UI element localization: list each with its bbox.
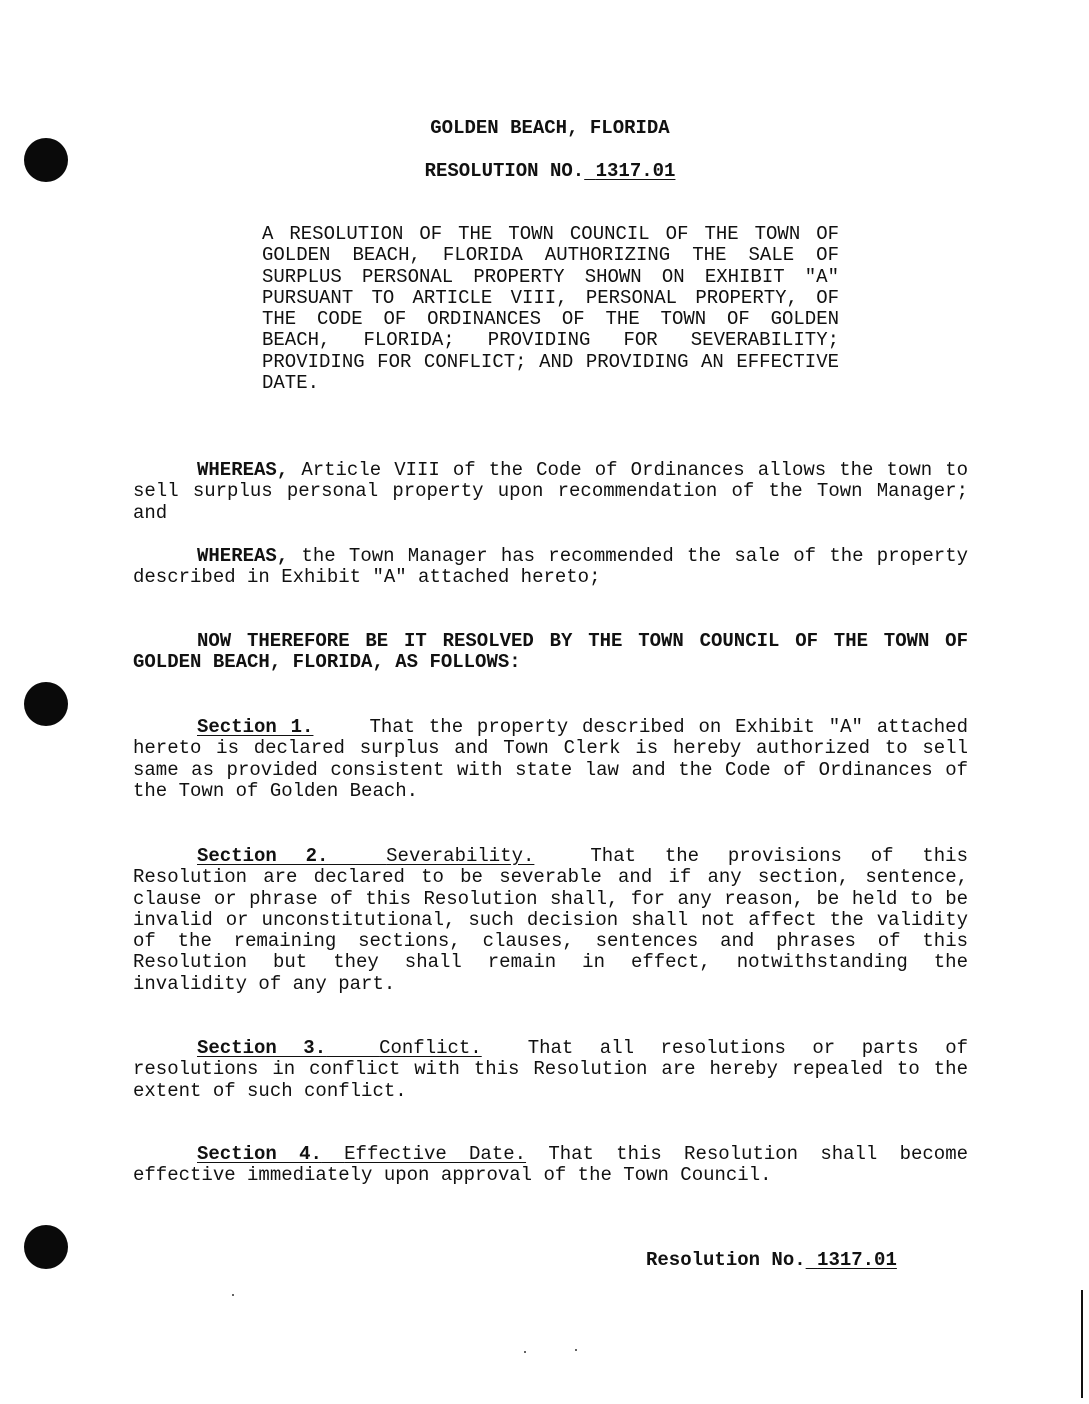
section-label: Section 3. — [197, 1037, 327, 1059]
section-title: Effective Date. — [344, 1143, 527, 1165]
section-label: Section 2. — [197, 845, 329, 867]
footer-number: 1317.01 — [817, 1249, 897, 1271]
footer-resolution — [646, 1250, 976, 1271]
section-label: Section 1. — [197, 716, 314, 738]
scan-speck — [232, 1294, 234, 1296]
scan-speck — [524, 1351, 526, 1353]
resolved-text: NOW THEREFORE BE IT RESOLVED BY THE TOWN COUNCIL OF THE TOWN OF GOLDEN BEACH, FLORIDA, AS FOLLOWS: — [133, 630, 968, 674]
whereas-keyword: WHEREAS, — [197, 545, 289, 567]
section-1 — [133, 717, 968, 802]
section-heading — [197, 1143, 526, 1165]
punch-hole-bottom — [24, 1225, 68, 1269]
resolution-label: RESOLUTION NO. — [424, 160, 585, 182]
section-text: That this Resolution shall become effective immediately upon approval of the Town Council. — [133, 1143, 969, 1187]
whereas-text: the Town Manager has recommended the sale of the property described in Exhibit "A" attached hereto; — [133, 545, 968, 589]
whereas-paragraph-1 — [133, 460, 968, 524]
section-4 — [133, 1144, 968, 1187]
header-place — [0, 118, 1089, 139]
section-2 — [133, 846, 968, 995]
whereas-text: Article VIII of the Code of Ordinances allows the town to sell surplus personal property upon recommendation of the Town Manager; and — [133, 459, 969, 524]
punch-hole-middle — [24, 682, 68, 726]
scan-edge-line — [1081, 1290, 1083, 1398]
section-title: Conflict. — [379, 1037, 482, 1059]
whereas-keyword: WHEREAS, — [197, 459, 289, 481]
resolution-number: 1317.01 — [595, 160, 676, 182]
scan-speck — [575, 1349, 577, 1351]
section-heading — [197, 1037, 482, 1059]
footer-label: Resolution No. — [646, 1249, 806, 1271]
header-place-text: GOLDEN BEACH, FLORIDA — [430, 117, 670, 139]
section-label: Section 4. — [197, 1143, 322, 1165]
title-block: A RESOLUTION OF THE TOWN COUNCIL OF THE TOWN OF GOLDEN BEACH, FLORIDA AUTHORIZING THE SALE OF SURPLUS PERSONAL PROPERTY SHOWN ON EXHIBIT "A" PURSUANT TO ARTICLE VIII, PERSONAL PROPERTY, OF THE CODE OF ORDINANCES OF THE TOWN OF GOLDEN BEACH, FLORIDA; PROVIDING FOR SEVERABILITY; PROVIDING FOR CONFLICT; AND PROVIDING AN EFFECTIVE DATE. — [262, 223, 839, 395]
section-text: That the property described on Exhibit "A" attached hereto is declared surplus and Town Clerk is hereby authorized to sell same as provided consistent with state law and the Code of Ordinances of the Town of Golden Beach. — [133, 716, 968, 802]
section-text: That the provisions of this Resolution are declared to be severable and if any section, sentence, clause or phrase of this Resolution shall, for any reason, be held to be invalid or unconstitutional, such decision shall not affect the validity of the remaining sections, clauses, sentences and phrases of this Resolution but they shall remain in effect, notwithstanding the invalidity of any part. — [133, 845, 968, 995]
section-heading — [197, 845, 534, 867]
section-3 — [133, 1038, 968, 1102]
resolved-clause — [133, 631, 968, 674]
section-title: Severability. — [386, 845, 535, 867]
header-resolution — [0, 161, 1089, 182]
whereas-paragraph-2 — [133, 546, 968, 589]
section-text: That all resolutions or parts of resolutions in conflict with this Resolution are hereby repealed to the extent of such conflict. — [133, 1037, 968, 1102]
